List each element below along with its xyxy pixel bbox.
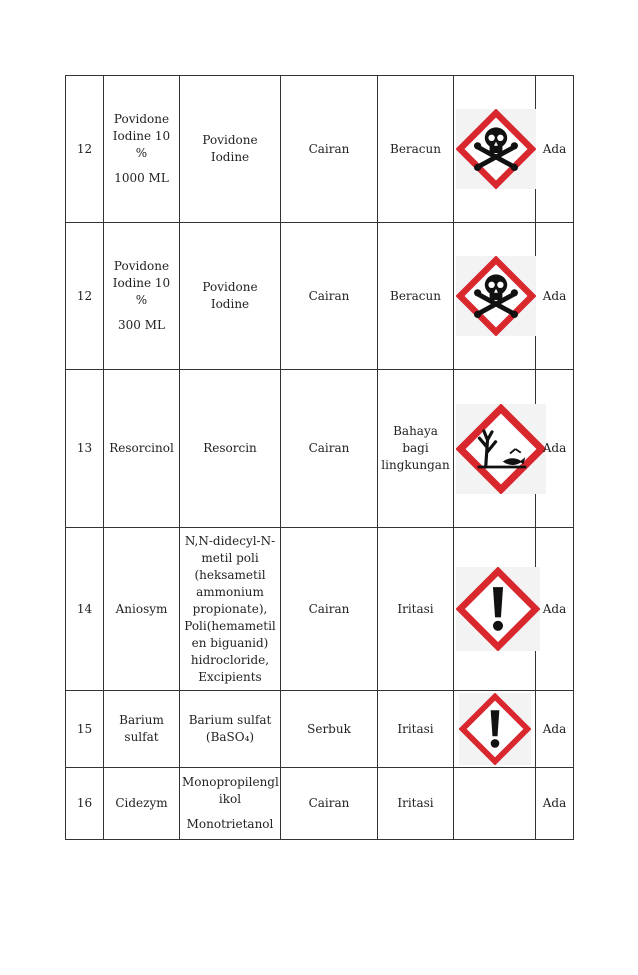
cell-line: Povidone bbox=[113, 259, 170, 273]
msds-status: Ada bbox=[536, 76, 574, 223]
physical-form: Serbuk bbox=[281, 691, 378, 768]
cell-line: Iodine 10 bbox=[112, 276, 171, 290]
cell-line: Iritasi bbox=[397, 601, 434, 616]
material-name bbox=[104, 691, 180, 768]
cell-line: N,N-didecyl-N- bbox=[184, 533, 276, 548]
table-row bbox=[66, 768, 574, 840]
table-row bbox=[66, 76, 574, 223]
hazard-type bbox=[378, 76, 454, 223]
cell-line: lingkungan bbox=[381, 458, 450, 472]
msds-status: Ada bbox=[536, 691, 574, 768]
cell-line: Bahaya bbox=[393, 424, 438, 438]
hazard-pictogram bbox=[454, 768, 536, 840]
material-name bbox=[104, 223, 180, 370]
cell-line: Resorcin bbox=[203, 441, 257, 455]
material-composition bbox=[180, 768, 281, 840]
physical-form: Cairan bbox=[281, 528, 378, 691]
msds-status: Ada bbox=[536, 370, 574, 528]
table-row bbox=[66, 223, 574, 370]
row-number: 12 bbox=[66, 76, 104, 223]
cell-line: bagi bbox=[402, 441, 429, 455]
msds-status: Ada bbox=[536, 768, 574, 840]
material-composition bbox=[180, 370, 281, 528]
material-composition bbox=[180, 223, 281, 370]
row-number: 13 bbox=[66, 370, 104, 528]
cell-line: Iritasi bbox=[397, 721, 434, 736]
cell-line: Beracun bbox=[390, 288, 441, 303]
material-composition bbox=[180, 528, 281, 691]
cell-line: Iodine bbox=[210, 150, 250, 164]
cell-line: % bbox=[135, 146, 148, 160]
physical-form: Cairan bbox=[281, 370, 378, 528]
chemical-hazard-table bbox=[65, 75, 574, 840]
msds-status: Ada bbox=[536, 528, 574, 691]
msds-status: Ada bbox=[536, 223, 574, 370]
cell-line: % bbox=[135, 293, 148, 307]
cell-line: ammonium bbox=[196, 584, 264, 599]
physical-form: Cairan bbox=[281, 76, 378, 223]
cell-line: Barium sulfat bbox=[188, 713, 272, 727]
hazard-pictogram bbox=[454, 528, 536, 691]
cell-line: Excipients bbox=[198, 669, 262, 684]
hazard-pictogram bbox=[454, 76, 536, 223]
cell-line: Povidone bbox=[202, 280, 258, 294]
cell-line: Resorcinol bbox=[109, 441, 174, 455]
cell-line: Monotrietanol bbox=[186, 817, 274, 831]
cell-line: 1000 ML bbox=[114, 171, 169, 185]
hazard-type bbox=[378, 768, 454, 840]
exclamation-mark-icon bbox=[459, 693, 531, 765]
hazard-type bbox=[378, 223, 454, 370]
cell-line: Beracun bbox=[390, 141, 441, 156]
cell-line: Iodine 10 bbox=[112, 129, 171, 143]
cell-line: Iodine bbox=[210, 297, 250, 311]
cell-line: sulfat bbox=[124, 730, 159, 744]
cell-line: hidrocloride, bbox=[190, 652, 270, 667]
cell-line: 300 ML bbox=[118, 318, 165, 332]
cell-line: Povidone bbox=[113, 112, 170, 126]
material-composition bbox=[180, 76, 281, 223]
table-row bbox=[66, 528, 574, 691]
table-row bbox=[66, 691, 574, 768]
cell-line: Poli(hemametil bbox=[184, 618, 276, 633]
row-number: 14 bbox=[66, 528, 104, 691]
cell-line: Aniosym bbox=[115, 601, 168, 616]
hazard-pictogram bbox=[454, 370, 536, 528]
material-name bbox=[104, 528, 180, 691]
row-number: 16 bbox=[66, 768, 104, 840]
material-name bbox=[104, 768, 180, 840]
cell-line: Povidone bbox=[202, 133, 258, 147]
cell-line: ikol bbox=[218, 792, 242, 806]
cell-line: Monopropilengl bbox=[182, 775, 279, 789]
physical-form: Cairan bbox=[281, 223, 378, 370]
cell-line: propionate), bbox=[192, 601, 268, 616]
table-row bbox=[66, 370, 574, 528]
hazard-pictogram bbox=[454, 691, 536, 768]
material-composition bbox=[180, 691, 281, 768]
cell-line: en biguanid) bbox=[191, 635, 269, 650]
row-number: 15 bbox=[66, 691, 104, 768]
cell-line: metil poli bbox=[201, 550, 259, 565]
hazard-pictogram bbox=[454, 223, 536, 370]
cell-line: Cidezym bbox=[115, 796, 168, 810]
exclamation-mark-icon bbox=[456, 567, 540, 651]
material-name bbox=[104, 370, 180, 528]
hazard-type bbox=[378, 691, 454, 768]
environment-hazard-icon bbox=[456, 404, 546, 494]
material-name bbox=[104, 76, 180, 223]
cell-line: (BaSO₄) bbox=[205, 730, 255, 744]
skull-crossbones-icon bbox=[456, 109, 536, 189]
cell-line: Iritasi bbox=[397, 796, 434, 810]
cell-line: (heksametil bbox=[194, 567, 266, 582]
skull-crossbones-icon bbox=[456, 256, 536, 336]
hazard-type bbox=[378, 370, 454, 528]
physical-form: Cairan bbox=[281, 768, 378, 840]
hazard-type bbox=[378, 528, 454, 691]
row-number: 12 bbox=[66, 223, 104, 370]
cell-line: Barium bbox=[119, 713, 164, 727]
